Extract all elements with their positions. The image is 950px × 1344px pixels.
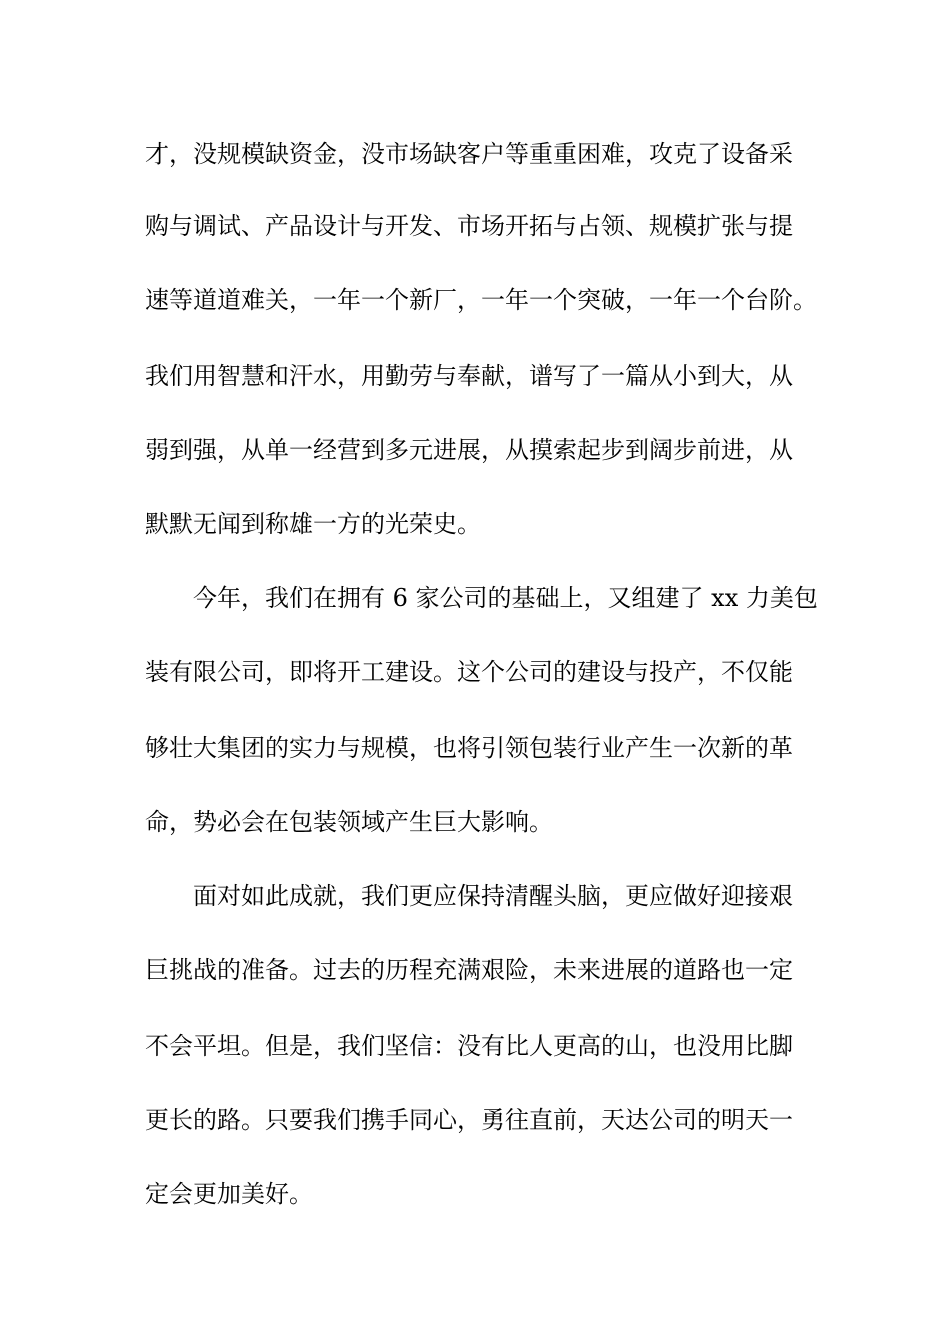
text-line: 不会平坦。但是，我们坚信：没有比人更高的山，也没用比脚: [145, 1032, 793, 1060]
text-line: 更长的路。只要我们携手同心，勇往直前，天达公司的明天一: [145, 1106, 793, 1134]
text-line: 够壮大集团的实力与规模，也将引领包装行业产生一次新的革: [145, 734, 793, 762]
text-line: 默默无闻到称雄一方的光荣史。: [145, 510, 481, 538]
text-line: 弱到强，从单一经营到多元进展，从摸索起步到阔步前进，从: [145, 436, 793, 464]
text-line: 装有限公司，即将开工建设。这个公司的建设与投产，不仅能: [145, 658, 793, 686]
text-line: 我们用智慧和汗水，用勤劳与奉献，谱写了一篇从小到大，从: [145, 362, 793, 390]
text-line: 定会更加美好。: [145, 1180, 313, 1208]
text-line: 命，势必会在包装领域产生巨大影响。: [145, 808, 553, 836]
text-line: 面对如此成就，我们更应保持清醒头脑，更应做好迎接艰: [193, 882, 793, 910]
text-line: 今年，我们在拥有 6 家公司的基础上，又组建了 xx 力美包: [193, 584, 818, 612]
text-line: 速等道道难关，一年一个新厂，一年一个突破，一年一个台阶。: [145, 286, 817, 314]
text-line: 购与调试、产品设计与开发、市场开拓与占领、规模扩张与提: [145, 212, 793, 240]
text-line: 才，没规模缺资金，没市场缺客户等重重困难，攻克了设备采: [145, 140, 793, 168]
text-line: 巨挑战的准备。过去的历程充满艰险，未来进展的道路也一定: [145, 956, 793, 984]
